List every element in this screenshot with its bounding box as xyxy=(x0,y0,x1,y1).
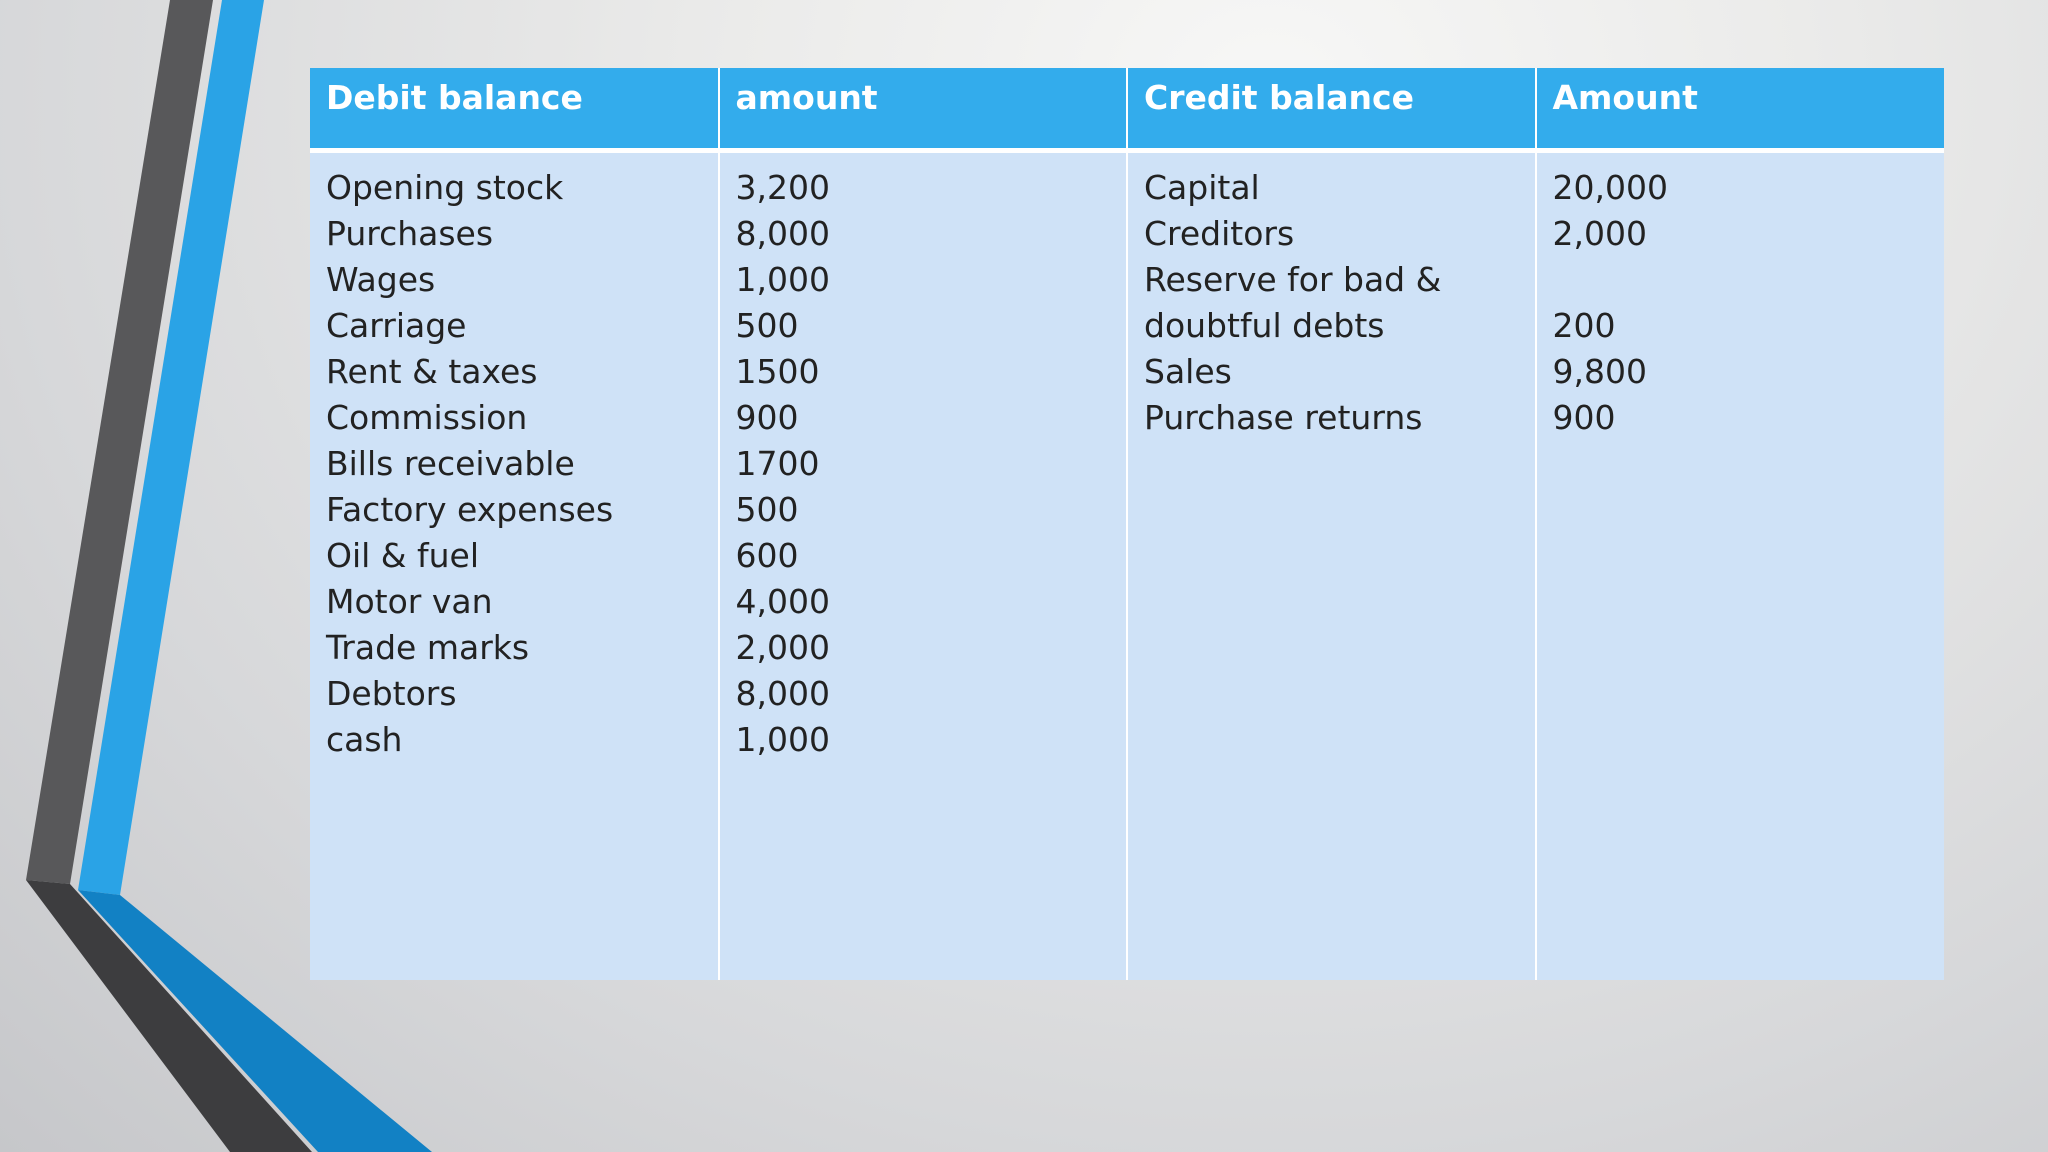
debit-amount: 2,000 xyxy=(735,627,830,667)
debit-amount: 900 xyxy=(735,397,799,437)
debit-amount: 8,000 xyxy=(735,213,830,253)
table-body-row xyxy=(310,150,1944,980)
header-credit-balance: Credit balance xyxy=(1127,68,1536,150)
credit-amount: 200 xyxy=(1552,305,1616,345)
debit-item: Factory expenses xyxy=(326,489,614,529)
debit-item: Trade marks xyxy=(326,627,530,667)
debit-amount: 1500 xyxy=(735,351,820,391)
debit-item: Wages xyxy=(326,259,436,299)
debit-amounts-cell xyxy=(719,150,1128,980)
debit-item: cash xyxy=(326,719,403,759)
credit-amount: 900 xyxy=(1552,397,1616,437)
debit-item: Carriage xyxy=(326,305,467,345)
debit-item: Commission xyxy=(326,397,528,437)
debit-item: Motor van xyxy=(326,581,493,621)
debit-amount: 1,000 xyxy=(735,259,830,299)
credit-item: Sales xyxy=(1144,351,1232,391)
credit-amount: 2,000 xyxy=(1552,213,1647,253)
debit-items-cell xyxy=(310,150,719,980)
debit-amount: 500 xyxy=(735,489,799,529)
debit-item: Rent & taxes xyxy=(326,351,538,391)
debit-item: Purchases xyxy=(326,213,494,253)
credit-item: Reserve for bad & xyxy=(1144,259,1442,299)
debit-item: Opening stock xyxy=(326,167,564,207)
credit-amount: 9,800 xyxy=(1552,351,1647,391)
credit-item: doubtful debts xyxy=(1144,305,1385,345)
debit-amount: 600 xyxy=(735,535,799,575)
debit-item: Bills receivable xyxy=(326,443,575,483)
debit-item: Debtors xyxy=(326,673,457,713)
credit-amounts-cell xyxy=(1536,150,1945,980)
gray-diagonal-stripe xyxy=(26,880,312,1152)
table-header-row xyxy=(310,68,1944,150)
debit-amount: 4,000 xyxy=(735,581,830,621)
credit-amount: 20,000 xyxy=(1552,167,1668,207)
debit-amount: 8,000 xyxy=(735,673,830,713)
header-credit-amount: Amount xyxy=(1536,68,1945,150)
header-debit-amount: amount xyxy=(719,68,1128,150)
debit-amount: 500 xyxy=(735,305,799,345)
credit-item: Purchase returns xyxy=(1144,397,1423,437)
debit-amount: 1700 xyxy=(735,443,820,483)
credit-item: Creditors xyxy=(1144,213,1295,253)
credit-items-cell xyxy=(1127,150,1536,980)
trial-balance-table xyxy=(310,68,1944,980)
header-debit-balance: Debit balance xyxy=(310,68,719,150)
credit-item: Capital xyxy=(1144,167,1260,207)
credit-amount xyxy=(1553,257,1937,303)
debit-amount: 1,000 xyxy=(735,719,830,759)
debit-item: Oil & fuel xyxy=(326,535,480,575)
debit-amount: 3,200 xyxy=(735,167,830,207)
